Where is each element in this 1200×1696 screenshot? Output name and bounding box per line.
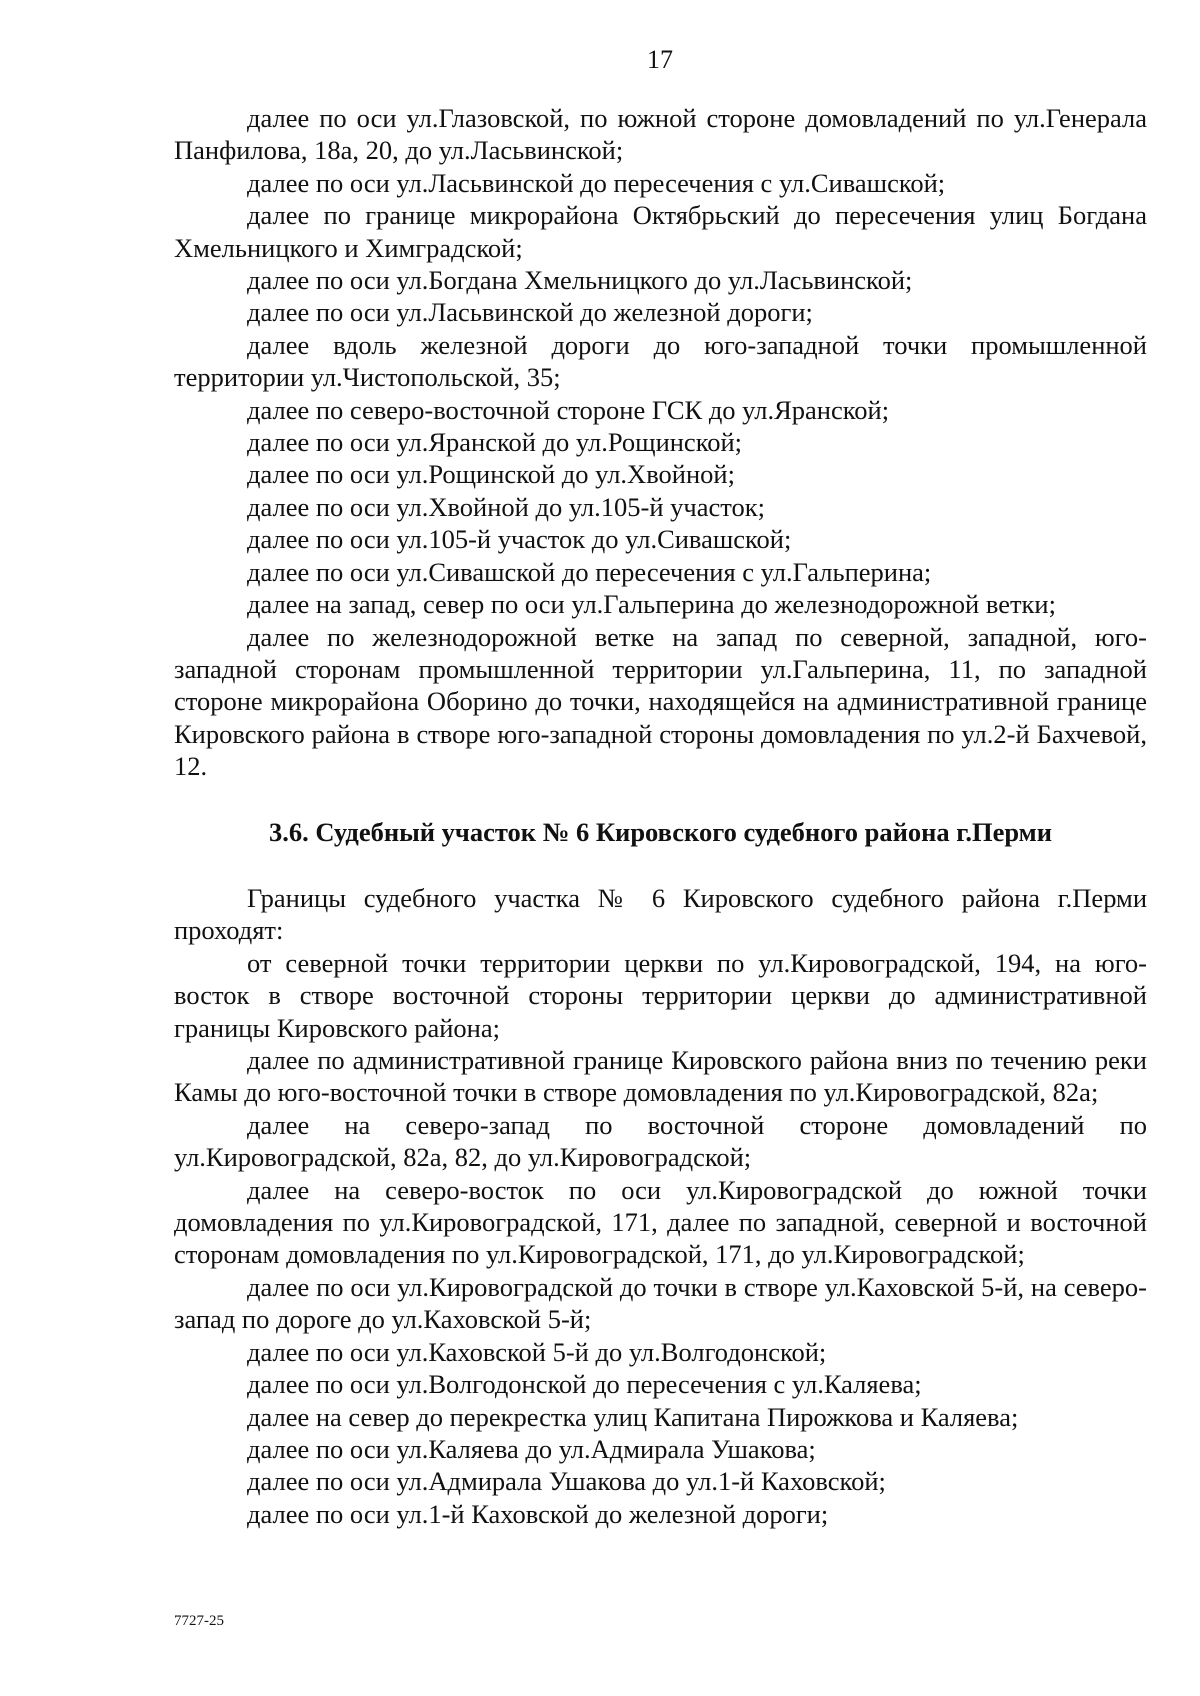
boundary-description-continued bbox=[174, 102, 1147, 783]
paragraph: далее по оси ул.Богдана Хмельницкого до ул.Ласьвинской; bbox=[247, 265, 913, 296]
paragraph: далее по железнодорожной ветке на запад по северной, западной, юго-западной сторонам промышленной территории ул.Гальперина, 11, по западной стороне микрорайона Оборино до точки, находящейся на административной границе Кировского района в створе юго-западной стороны домовладения по ул.2-й Бахчевой, 12. bbox=[174, 621, 1147, 782]
paragraph: далее на северо-восток по оси ул.Кировоградской до южной точки домовладения по ул.Кировоградской, 171, далее по западной, северной и восточной сторонам домовладения по ул.Кировоградской, 171, до ул.Кировоградской; bbox=[174, 1174, 1147, 1270]
paragraph: далее по оси ул.Рощинской до ул.Хвойной; bbox=[247, 459, 735, 490]
paragraph: далее по оси ул.Каховской 5-й до ул.Волгодонской; bbox=[247, 1336, 827, 1367]
paragraph: далее по оси ул.Ласьвинской до пересечения с ул.Сивашской; bbox=[247, 167, 946, 198]
paragraph: далее по оси ул.Сивашской до пересечения с ул.Гальперина; bbox=[247, 556, 932, 587]
paragraph: далее по оси ул.Ласьвинской до железной дороги; bbox=[247, 297, 813, 328]
section-body bbox=[174, 882, 1147, 1530]
paragraph: далее на запад, север по оси ул.Гальперина до железнодорожной ветки; bbox=[247, 589, 1056, 620]
paragraph: от северной точки территории церкви по ул.Кировоградской, 194, на юго-восток в створе восточной стороны территории церкви до административной границы Кировского района; bbox=[174, 947, 1147, 1043]
paragraph: далее по оси ул.Глазовской, по южной стороне домовладений по ул.Генерала Панфилова, 18а, 20, до ул.Ласьвинской; bbox=[174, 103, 1147, 166]
paragraph: далее на север до перекрестка улиц Капитана Пирожкова и Каляева; bbox=[247, 1401, 1019, 1432]
paragraph: Границы судебного участка № 6 Кировского судебного района г.Перми проходят: bbox=[174, 883, 1147, 946]
paragraph: далее на северо-запад по восточной стороне домовладений по ул.Кировоградской, 82а, 82, до ул.Кировоградской; bbox=[174, 1109, 1147, 1173]
paragraph: далее по оси ул.105-й участок до ул.Сивашской; bbox=[247, 524, 792, 555]
paragraph: далее вдоль железной дороги до юго-западной точки промышленной территории ул.Чистопольской, 35; bbox=[174, 329, 1147, 393]
paragraph: далее по границе микрорайона Октябрьский до пересечения улиц Богдана Хмельницкого и Химградской; bbox=[174, 200, 1147, 263]
paragraph: далее по оси ул.1-й Каховской до железной дороги; bbox=[247, 1498, 829, 1529]
section-heading: 3.6. Судебный участок № 6 Кировского судебного района г.Перми bbox=[268, 817, 1052, 847]
paragraph: далее по оси ул.Каляева до ул.Адмирала Ушакова; bbox=[247, 1433, 816, 1464]
page-number: 17 bbox=[647, 45, 673, 74]
document-code: 7727-25 bbox=[174, 1613, 224, 1629]
paragraph: далее по северо-восточной стороне ГСК до ул.Яранской; bbox=[247, 394, 890, 425]
paragraph: далее по оси ул.Адмирала Ушакова до ул.1-й Каховской; bbox=[247, 1466, 886, 1497]
paragraph: далее по административной границе Кировского района вниз по течению реки Камы до юго-восточной точки в створе домовладения по ул.Кировоградской, 82а; bbox=[174, 1045, 1147, 1108]
paragraph: далее по оси ул.Кировоградской до точки в створе ул.Каховской 5-й, на северо-запад по дороге до ул.Каховской 5-й; bbox=[174, 1271, 1147, 1335]
paragraph: далее по оси ул.Волгодонской до пересечения с ул.Каляева; bbox=[247, 1369, 922, 1400]
paragraph: далее по оси ул.Хвойной до ул.105-й участок; bbox=[247, 491, 765, 522]
paragraph: далее по оси ул.Яранской до ул.Рощинской; bbox=[247, 427, 743, 458]
